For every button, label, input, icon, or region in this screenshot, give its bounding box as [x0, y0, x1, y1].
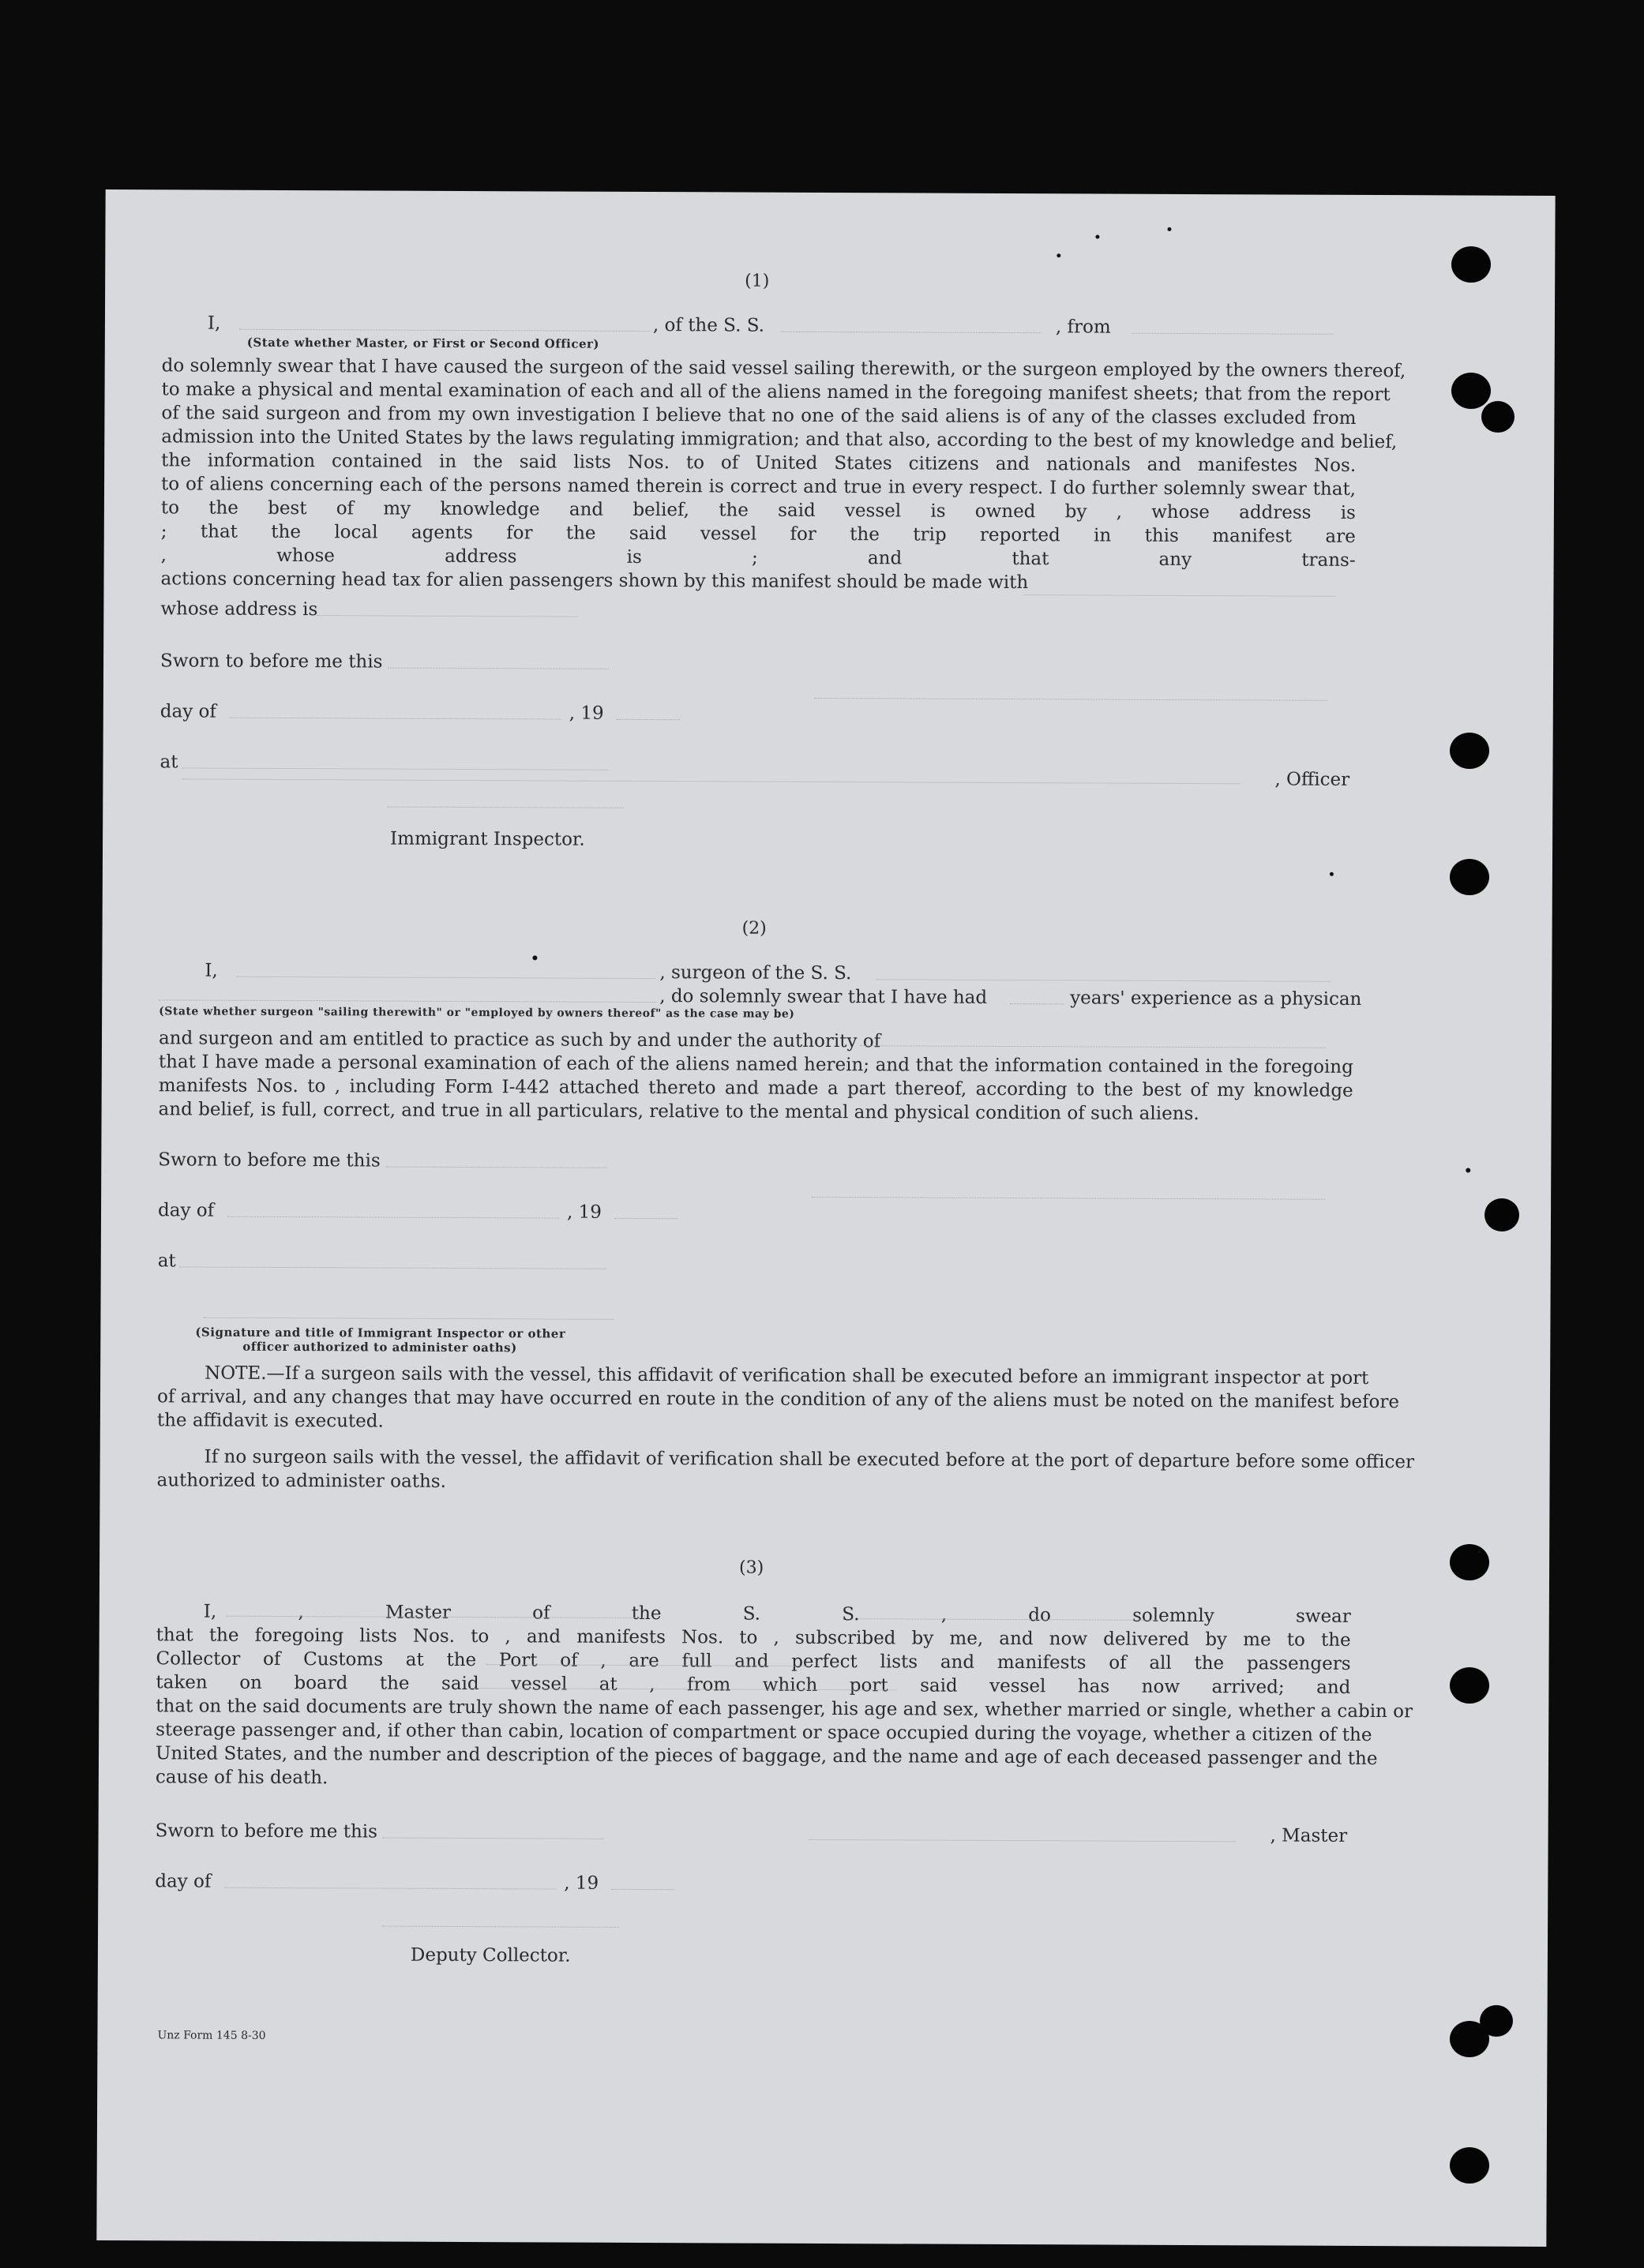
body-line: to make a physical and mental examination of each and all of the aliens named in the foregoing manifest sheets; that from the report	[161, 379, 1391, 406]
section-1-sworn: Sworn to before me this	[160, 650, 383, 673]
punch-hole	[1450, 2147, 1489, 2184]
note-paragraph-1	[156, 1361, 1400, 1438]
punch-hole	[1450, 2021, 1489, 2057]
s2-signature-rule	[812, 1197, 1325, 1200]
section-1-inspector: Immigrant Inspector.	[390, 828, 585, 850]
section-1-i: I,	[207, 313, 221, 334]
punch-hole	[1484, 1198, 1519, 1231]
note-line: If no surgeon sails with the vessel, the affidavit of verification shall be executed before at the port of departure before some officer	[204, 1446, 1415, 1473]
section-1-of-ss: , of the S. S.	[652, 315, 765, 336]
body-line: and surgeon and am entitled to practice as such by and under the authority of	[158, 1028, 881, 1052]
section-1-year: , 19	[569, 703, 604, 724]
note-line: authorized to administer oaths.	[156, 1470, 447, 1492]
body-line: taken on board the said vessel at , from which port said vessel has now arrived; and	[156, 1672, 1351, 1698]
section-2-years: years' experience as a physican	[1070, 988, 1362, 1010]
vessel-name-rule	[781, 332, 1042, 333]
ink-speck	[532, 955, 537, 960]
punch-hole	[1450, 1667, 1489, 1704]
form-number: Unz Form 145 8-30	[157, 2029, 266, 2042]
body-line: manifests Nos. to , including Form I-442 attached thereto and made a part thereof, according to the best of my knowledge	[158, 1075, 1353, 1101]
section-3-day-of: day of	[155, 1871, 212, 1892]
section-3-master: , Master	[1270, 1825, 1348, 1846]
body-line: that the foregoing lists Nos. to , and manifests Nos. to , subscribed by me, and now delivered by me to the	[156, 1625, 1351, 1651]
form-page	[96, 189, 1555, 2247]
section-1-number: (1)	[745, 271, 770, 291]
inspector-rule	[387, 807, 624, 808]
section-2-vessel-rule	[876, 979, 1330, 982]
s2-sworn-rule	[385, 1167, 606, 1168]
body-line: , whose address is ; and that any trans-	[160, 545, 1356, 571]
address-rule	[317, 615, 577, 617]
body-line: do solemnly swear that I have caused the surgeon of the said vessel sailing therewith, or the surgeon employed by the owners thereof,	[161, 355, 1406, 382]
section-2-sig-caption-2: officer authorized to administer oaths)	[242, 1339, 517, 1355]
ink-speck	[1057, 253, 1060, 257]
month-rule	[230, 718, 561, 720]
section-2-swear: , do solemnly swear that I have had	[659, 986, 988, 1008]
ink-speck	[1167, 227, 1171, 231]
from-port-rule	[1132, 333, 1333, 335]
body-line: I, , Master of the S. S. , do solemnly swear	[203, 1601, 1351, 1627]
master-name-rule	[239, 329, 650, 332]
surgeon-type-rule	[159, 999, 656, 1003]
ink-speck	[1466, 1168, 1470, 1173]
body-line: to of aliens concerning each of the persons named therein is correct and true in every respect. I do further solemnly swear that,	[160, 474, 1357, 500]
section-2-sig-caption-1: (Signature and title of Immigrant Inspector or other	[195, 1325, 566, 1341]
body-line: of the said surgeon and from my own investigation I believe that no one of the said aliens is of any of the classes excluded from	[161, 403, 1357, 429]
body-line: and belief, is full, correct, and true in all particulars, relative to the mental and physical condition of such aliens.	[158, 1099, 1199, 1125]
punch-hole	[1481, 401, 1515, 433]
surgeon-name-rule	[236, 977, 655, 979]
s3-sworn-rule	[383, 1838, 604, 1839]
body-line: steerage passenger and, if other than cabin, location of compartment or space occupied during the voyage, whether a citizen of the	[156, 1719, 1372, 1746]
note-line: the affidavit is executed.	[156, 1410, 384, 1432]
punch-hole	[1451, 246, 1491, 283]
note-line: of arrival, and any changes that may have occurred en route in the condition of any of the aliens must be noted on the manifest before	[156, 1386, 1400, 1413]
body-line: cause of his death.	[155, 1767, 328, 1789]
punch-hole	[1450, 859, 1489, 895]
sworn-day-rule	[388, 668, 609, 669]
body-line: United States, and the number and description of the pieces of baggage, and the name and age of each deceased passenger and the	[155, 1743, 1378, 1770]
body-line: that on the said documents are truly shown the name of each passenger, his age and sex, whether married or single, whether a cabin or	[156, 1696, 1413, 1723]
section-3-body	[155, 1599, 1413, 1794]
section-3-deputy: Deputy Collector.	[410, 1944, 571, 1966]
body-line: actions concerning head tax for alien passengers shown by this manifest should be made with	[160, 568, 1029, 594]
section-2-i: I,	[205, 960, 218, 981]
section-1-caption: (State whether Master, or First or Second Officer)	[246, 335, 600, 351]
section-3-sworn: Sworn to before me this	[155, 1820, 378, 1843]
section-2-day-of: day of	[157, 1200, 215, 1221]
section-1-officer: , Officer	[1274, 769, 1350, 790]
section-1-body	[160, 354, 1406, 596]
note-line: NOTE.—If a surgeon sails with the vessel, this affidavit of verification shall be executed before an immigrant inspector at port	[205, 1363, 1369, 1389]
body-line: that I have made a personal examination of each of the aliens named herein; and that the information contained in the foregoing	[158, 1052, 1353, 1078]
place-rule	[182, 767, 608, 770]
body-line: to the best of my knowledge and belief, the said vessel is owned by , whose address is	[160, 497, 1356, 523]
year-rule	[617, 719, 680, 720]
section-1-whose-address: whose address is	[160, 598, 318, 620]
section-1-day-of: day of	[160, 701, 216, 722]
s2-year-rule	[614, 1218, 677, 1219]
body-line: Collector of Customs at the Port of , are full and perfect lists and manifests of all the passengers	[156, 1648, 1351, 1674]
s2-month-rule	[227, 1216, 559, 1219]
ink-speck	[1330, 872, 1334, 876]
section-2-sworn: Sworn to before me this	[158, 1149, 381, 1171]
punch-hole	[1451, 373, 1491, 409]
section-2-at: at	[157, 1250, 176, 1272]
punch-hole	[1450, 733, 1489, 769]
section-3-year: , 19	[564, 1873, 599, 1894]
section-3-number: (3)	[739, 1558, 764, 1578]
section-1-at: at	[160, 752, 178, 773]
ink-speck	[1095, 234, 1099, 238]
punch-hole	[1450, 1544, 1489, 1580]
body-line: the information contained in the said lists Nos. to of United States citizens and nationals and manifestes Nos.	[161, 450, 1357, 476]
signature-rule	[814, 698, 1327, 701]
years-rule	[1010, 1003, 1064, 1004]
officer-rule	[182, 778, 1240, 784]
section-2-caption: (State whether surgeon "sailing therewith" or "employed by owners thereof" as the case may be)	[159, 1005, 795, 1021]
s2-place-rule	[180, 1266, 606, 1269]
section-2-year: , 19	[566, 1201, 602, 1223]
section-1-from: , from	[1055, 317, 1111, 338]
s3-year-rule	[611, 1889, 674, 1890]
body-line: ; that the local agents for the said vessel for the trip reported in this manifest are	[160, 521, 1356, 547]
deputy-rule	[382, 1926, 619, 1928]
section-2-number: (2)	[741, 918, 767, 939]
section-2-body	[159, 1026, 1354, 1127]
s3-month-rule	[224, 1888, 556, 1890]
body-line: admission into the United States by the laws regulating immigration; and that also, according to the best of my knowledge and belief,	[161, 426, 1398, 453]
s3-signature-rule	[809, 1839, 1236, 1842]
note-paragraph-2	[156, 1445, 1415, 1498]
s2-inspector-rule	[203, 1318, 614, 1320]
section-2-surgeon-of: , surgeon of the S. S.	[659, 962, 852, 984]
